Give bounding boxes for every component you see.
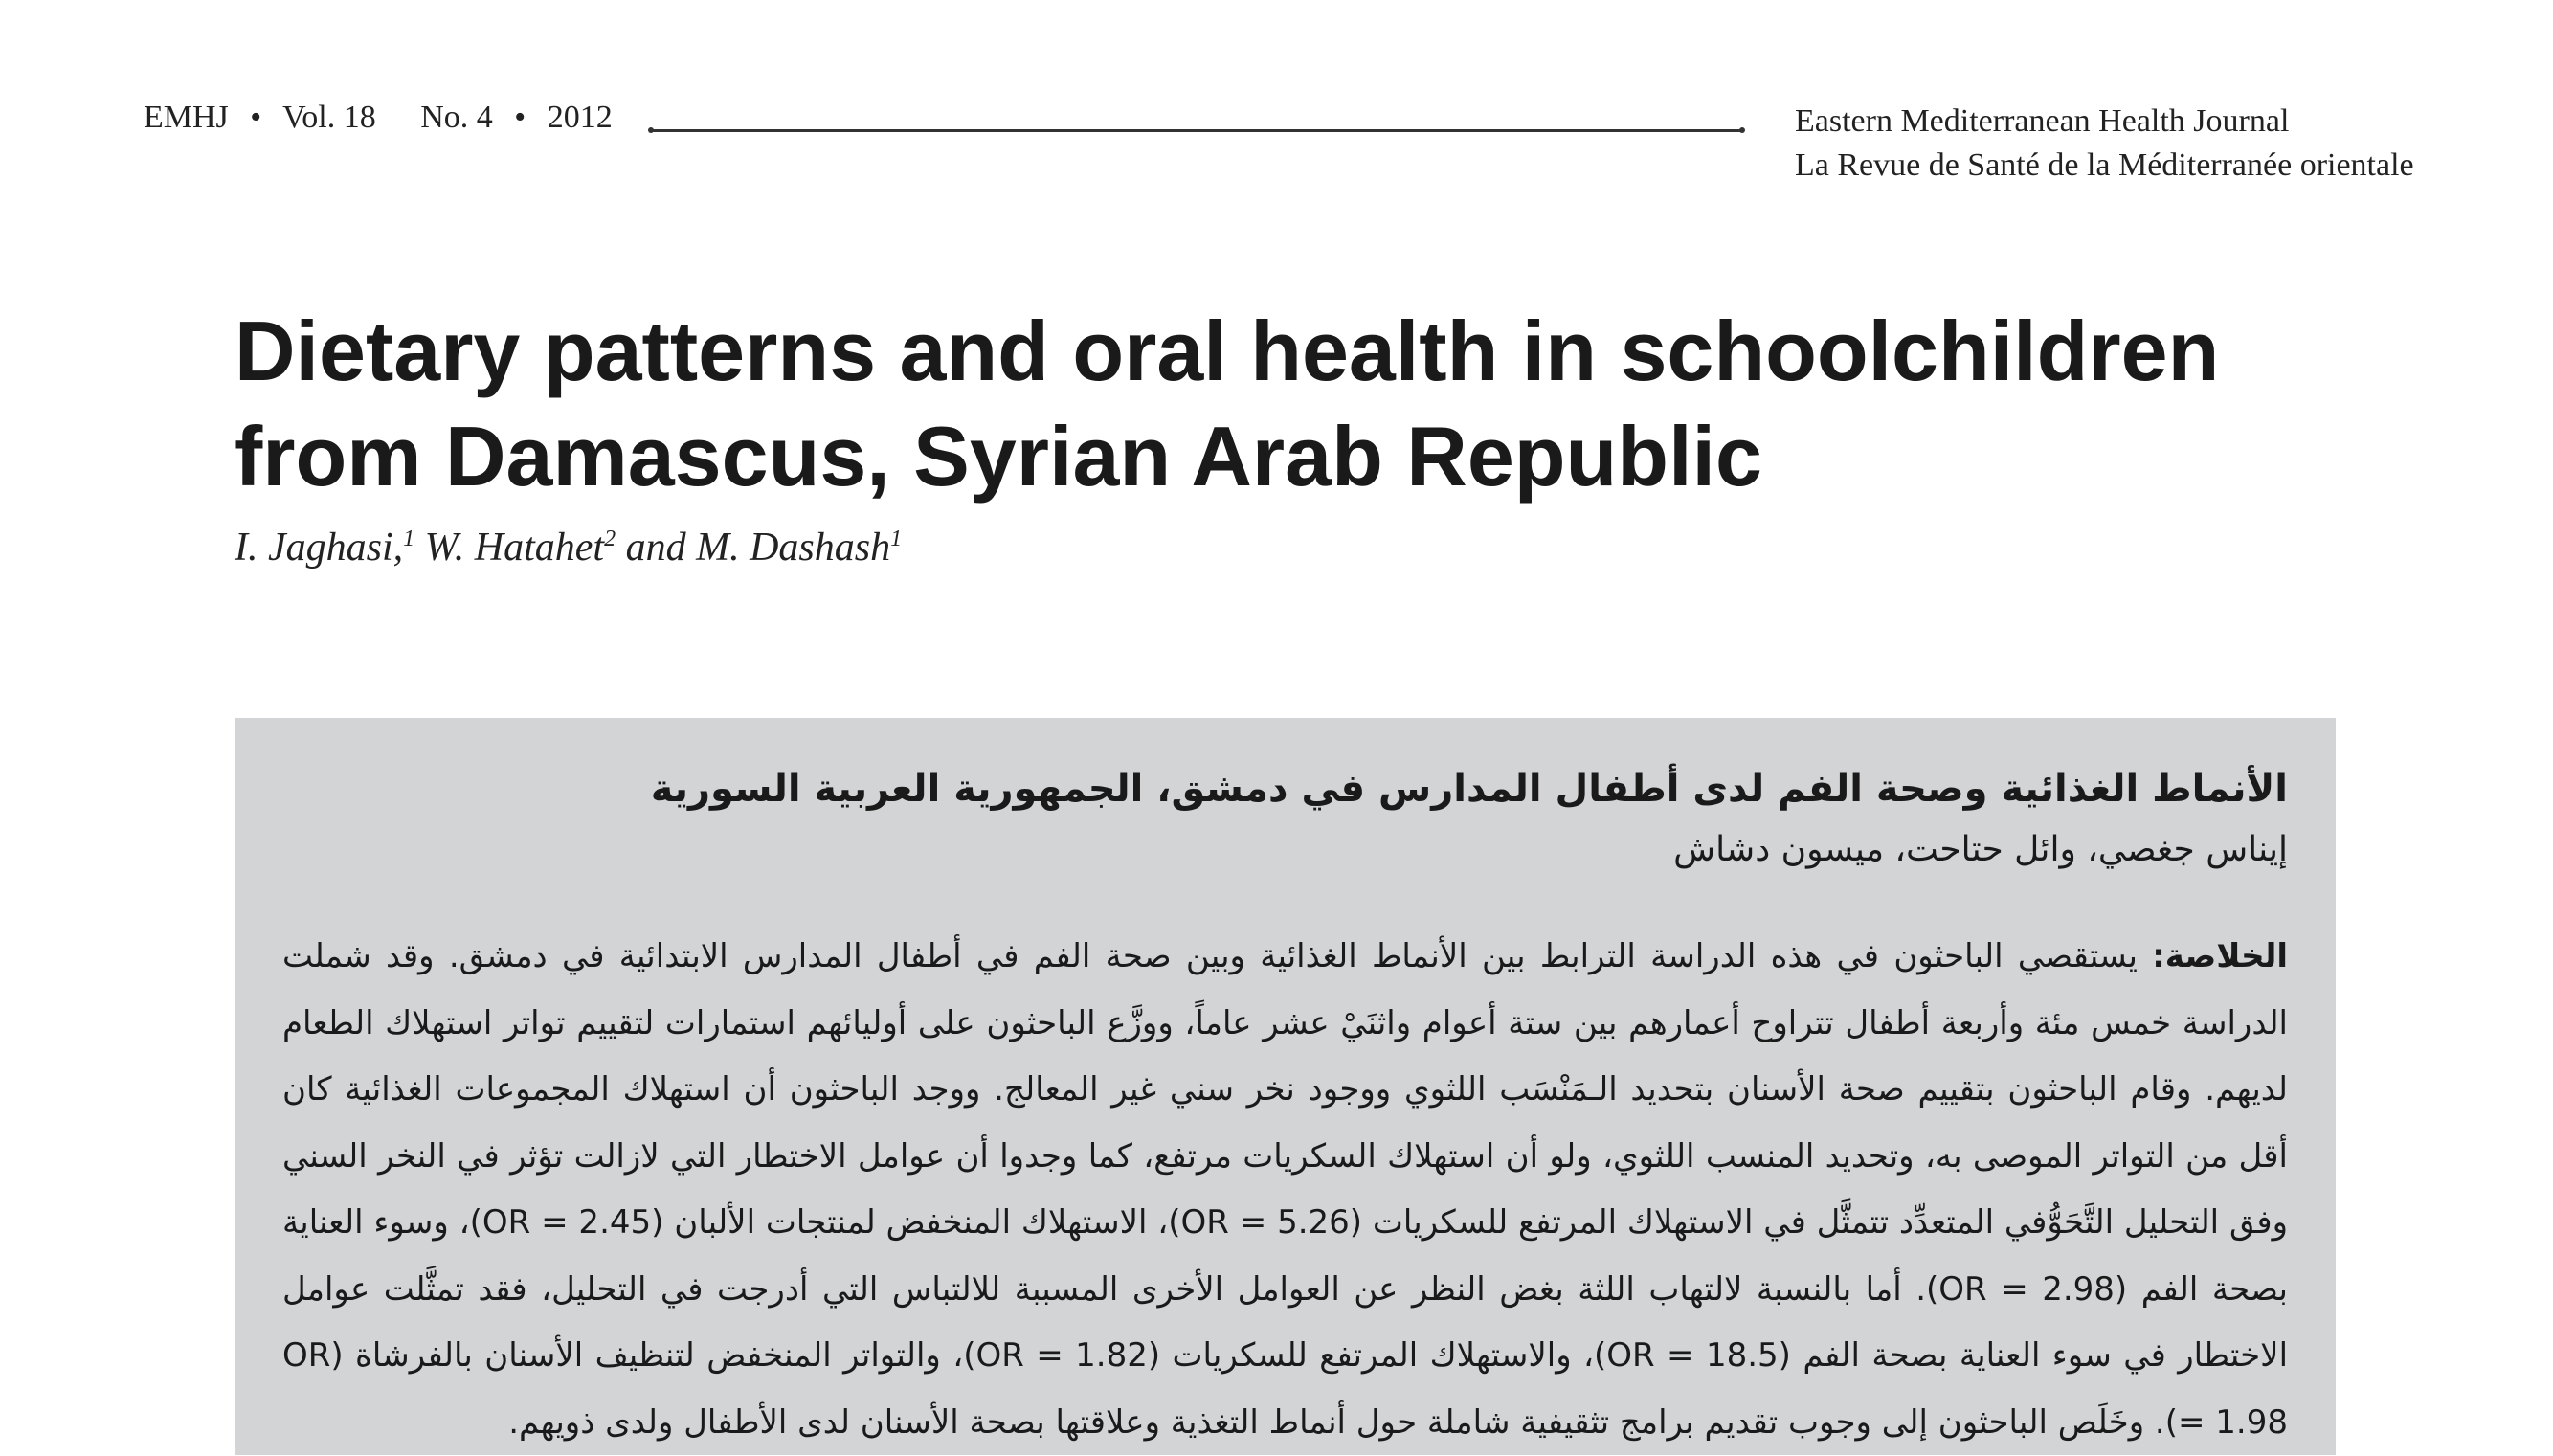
arabic-abstract-text	[282, 924, 2288, 1456]
abstract-body: يستقصي الباحثون في هذه الدراسة الترابط بين الأنماط الغذائية وبين صحة الفم في أطفال المدارس الابتدائية في دمشق. وقد شملت الدراسة خمس مئة وأربعة أطفال تتراوح أعمارهم بين ستة أعوام واثنَيْ عشر عاماً، ووزَّع الباحثون على أوليائهم استمارات لتقييم تواتر استهلاك الطعام لديهم. وقام الباحثون بتقييم صحة الأسنان بتحديد الـمَنْسَب اللثوي ووجود نخر سني غير المعالج. ووجد الباحثون أن استهلاك المجموعات الغذائية كان أقل من التواتر الموصى به، وتحديد المنسب اللثوي، ولو أن استهلاك السكريات مرتفع، كما وجدوا أن عوامل الاختطار التي لازالت تؤثر في النخر السني وفق التحليل التَّحَوُّفي المتعدِّد تتمثَّل في الاستهلاك المرتفع للسكريات (OR = 5.26)، الاستهلاك المنخفض لمنتجات الألبان (OR = 2.45)، وسوء العناية بصحة الفم (OR = 2.98). أما بالنسبة لالتهاب اللثة بغض النظر عن العوامل الأخرى المسببة للالتباس التي أدرجت في التحليل، فقد تمثَّلت عوامل الاختطار في سوء العناية بصحة الفم (OR = 18.5)، والاستهلاك المرتفع للسكريات (OR = 1.82)، والتواتر المنخفض لتنظيف الأسنان بالفرشاة (OR = 1.98). وخَلَص الباحثون إلى وجوب تقديم برامج تثقيفية شاملة حول أنماط التغذية وعلاقتها بصحة الأسنان لدى الأطفال ولدى ذويهم.	[282, 937, 2289, 1442]
abstract-label: الخلاصة:	[2152, 937, 2288, 975]
header-divider	[651, 129, 1742, 132]
separator-dot: •	[514, 100, 526, 135]
journal-citation	[144, 100, 613, 136]
affiliation-marker: 2	[604, 526, 616, 551]
journal-name-en: Eastern Mediterranean Health Journal	[1795, 103, 2290, 139]
arabic-abstract-box	[235, 718, 2336, 1455]
author-name: W. Hatahet	[414, 526, 605, 570]
author-list	[235, 525, 902, 571]
affiliation-marker: 1	[403, 526, 415, 551]
author-name: and M. Dashash	[616, 526, 891, 570]
separator-dot: •	[250, 100, 262, 135]
arabic-title: الأنماط الغذائية وصحة الفم لدى أطفال المدارس في دمشق، الجمهورية العربية السورية	[650, 767, 2288, 811]
year: 2012	[547, 100, 613, 135]
journal-name-fr: La Revue de Santé de la Méditerranée orientale	[1795, 147, 2414, 183]
arabic-authors: إيناس جغصي، وائل حتاحت، ميسون دشاش	[1673, 830, 2288, 869]
journal-abbrev: EMHJ	[144, 100, 229, 135]
issue: No. 4	[420, 100, 493, 135]
affiliation-marker: 1	[890, 526, 903, 551]
author-name: I. Jaghasi,	[235, 526, 404, 570]
volume: Vol. 18	[282, 100, 376, 135]
article-title: Dietary patterns and oral health in schoolchildren from Damascus, Syrian Arab Republic	[235, 303, 2220, 504]
journal-name	[1795, 100, 2414, 188]
